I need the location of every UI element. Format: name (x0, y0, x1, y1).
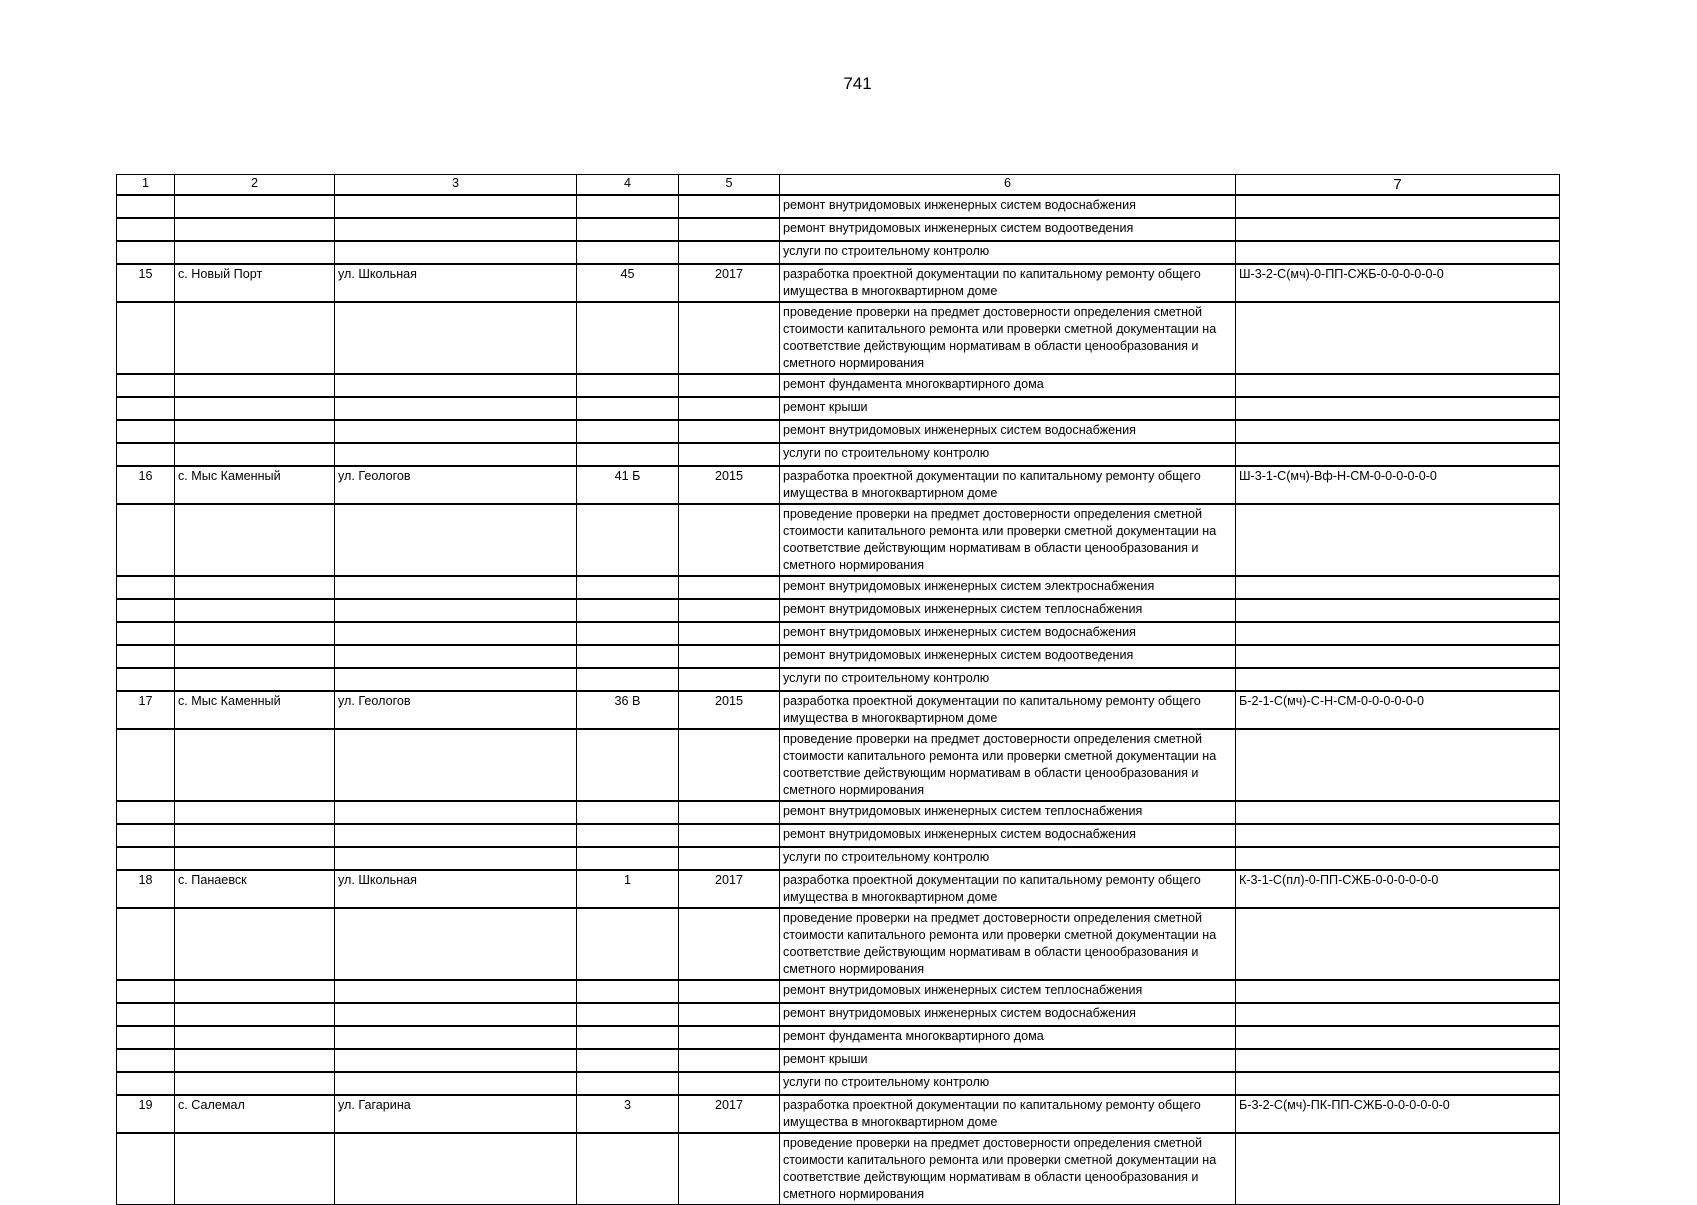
building-code-cell (1236, 668, 1560, 691)
row-number (117, 576, 175, 599)
year-cell (679, 218, 780, 241)
settlement-cell (175, 1133, 335, 1205)
house-number-cell (577, 241, 679, 264)
settlement-cell: с. Новый Порт (175, 264, 335, 302)
settlement-cell (175, 1049, 335, 1072)
settlement-cell (175, 443, 335, 466)
row-number (117, 729, 175, 801)
work-type-cell: услуги по строительному контролю (780, 443, 1236, 466)
table-row (117, 980, 1560, 1003)
house-number-cell (577, 1133, 679, 1205)
table-row (117, 1049, 1560, 1072)
house-number-cell (577, 397, 679, 420)
work-type-cell: ремонт внутридомовых инженерных систем водоснабжения (780, 195, 1236, 218)
settlement-cell: с. Панаевск (175, 870, 335, 908)
street-cell (335, 1072, 577, 1095)
street-cell (335, 1049, 577, 1072)
page-number: 741 (843, 74, 872, 93)
settlement-cell (175, 645, 335, 668)
row-number (117, 801, 175, 824)
year-cell (679, 801, 780, 824)
house-number-cell (577, 908, 679, 980)
settlement-cell: с. Мыс Каменный (175, 466, 335, 504)
street-cell (335, 302, 577, 374)
year-cell (679, 302, 780, 374)
street-cell (335, 576, 577, 599)
table-row (117, 264, 1560, 302)
table-row (117, 1133, 1560, 1205)
year-cell (679, 599, 780, 622)
table-row (117, 645, 1560, 668)
row-number (117, 1003, 175, 1026)
building-code-cell (1236, 980, 1560, 1003)
year-cell (679, 374, 780, 397)
building-code-cell (1236, 1049, 1560, 1072)
settlement-cell (175, 729, 335, 801)
table-row (117, 1026, 1560, 1049)
row-number (117, 241, 175, 264)
house-number-cell (577, 374, 679, 397)
building-code-cell (1236, 729, 1560, 801)
building-code-cell (1236, 1072, 1560, 1095)
row-number (117, 980, 175, 1003)
year-cell (679, 1049, 780, 1072)
row-number: 18 (117, 870, 175, 908)
year-cell: 2017 (679, 264, 780, 302)
street-cell (335, 1026, 577, 1049)
table-row (117, 847, 1560, 870)
street-cell: ул. Геологов (335, 691, 577, 729)
settlement-cell (175, 420, 335, 443)
building-code-cell (1236, 1026, 1560, 1049)
work-type-cell: ремонт внутридомовых инженерных систем водоотведения (780, 645, 1236, 668)
building-code-cell (1236, 1003, 1560, 1026)
work-type-cell: проведение проверки на предмет достоверности определения сметной стоимости капитального ремонта или проверки сметной документации на соответствие действующим нормативам в области ценообразования и сметного нормирования (780, 302, 1236, 374)
settlement-cell: с. Мыс Каменный (175, 691, 335, 729)
settlement-cell (175, 1026, 335, 1049)
table-row (117, 908, 1560, 980)
settlement-cell (175, 668, 335, 691)
table-row (117, 241, 1560, 264)
table-row (117, 668, 1560, 691)
settlement-cell (175, 397, 335, 420)
house-number-cell: 36 В (577, 691, 679, 729)
building-code-cell: К-3-1-С(пл)-0-ПП-СЖБ-0-0-0-0-0-0 (1236, 870, 1560, 908)
year-cell (679, 195, 780, 218)
building-code-cell (1236, 420, 1560, 443)
table-row (117, 622, 1560, 645)
work-type-cell: разработка проектной документации по капитальному ремонту общего имущества в многоквартирном доме (780, 466, 1236, 504)
work-type-cell: ремонт крыши (780, 1049, 1236, 1072)
column-header-4: 4 (577, 175, 679, 196)
row-number (117, 195, 175, 218)
building-code-cell: Ш-3-1-С(мч)-Вф-Н-СМ-0-0-0-0-0-0 (1236, 466, 1560, 504)
year-cell (679, 668, 780, 691)
year-cell (679, 576, 780, 599)
work-type-cell: ремонт внутридомовых инженерных систем теплоснабжения (780, 599, 1236, 622)
house-number-cell (577, 824, 679, 847)
house-number-cell (577, 801, 679, 824)
table-row (117, 1072, 1560, 1095)
row-number (117, 824, 175, 847)
house-number-cell (577, 576, 679, 599)
street-cell (335, 374, 577, 397)
settlement-cell (175, 599, 335, 622)
street-cell: ул. Школьная (335, 870, 577, 908)
house-number-cell (577, 443, 679, 466)
year-cell (679, 1072, 780, 1095)
street-cell (335, 729, 577, 801)
building-code-cell (1236, 302, 1560, 374)
row-number (117, 1026, 175, 1049)
street-cell (335, 824, 577, 847)
street-cell (335, 599, 577, 622)
table-row (117, 420, 1560, 443)
street-cell (335, 668, 577, 691)
street-cell: ул. Гагарина (335, 1095, 577, 1133)
building-code-cell (1236, 622, 1560, 645)
work-type-cell: разработка проектной документации по капитальному ремонту общего имущества в многоквартирном доме (780, 1095, 1236, 1133)
year-cell: 2017 (679, 870, 780, 908)
row-number (117, 668, 175, 691)
table-row (117, 195, 1560, 218)
building-code-cell (1236, 374, 1560, 397)
house-number-cell: 1 (577, 870, 679, 908)
building-code-cell (1236, 1133, 1560, 1205)
row-number (117, 397, 175, 420)
work-type-cell: проведение проверки на предмет достоверности определения сметной стоимости капитального ремонта или проверки сметной документации на соответствие действующим нормативам в области ценообразования и сметного нормирования (780, 1133, 1236, 1205)
settlement-cell (175, 1003, 335, 1026)
house-number-cell (577, 668, 679, 691)
row-number: 17 (117, 691, 175, 729)
building-code-cell (1236, 645, 1560, 668)
work-type-cell: услуги по строительному контролю (780, 241, 1236, 264)
street-cell (335, 1003, 577, 1026)
row-number (117, 1049, 175, 1072)
work-type-cell: ремонт внутридомовых инженерных систем электроснабжения (780, 576, 1236, 599)
settlement-cell (175, 622, 335, 645)
street-cell (335, 622, 577, 645)
table-row (117, 466, 1560, 504)
building-code-cell (1236, 599, 1560, 622)
work-type-cell: ремонт внутридомовых инженерных систем водоснабжения (780, 622, 1236, 645)
year-cell (679, 645, 780, 668)
row-number (117, 443, 175, 466)
column-header-3: 3 (335, 175, 577, 196)
street-cell (335, 908, 577, 980)
work-type-cell: ремонт фундамента многоквартирного дома (780, 374, 1236, 397)
year-cell: 2017 (679, 1095, 780, 1133)
house-number-cell (577, 645, 679, 668)
house-number-cell: 45 (577, 264, 679, 302)
row-number (117, 908, 175, 980)
year-cell (679, 980, 780, 1003)
house-number-cell (577, 847, 679, 870)
work-type-cell: проведение проверки на предмет достоверности определения сметной стоимости капитального ремонта или проверки сметной документации на соответствие действующим нормативам в области ценообразования и сметного нормирования (780, 908, 1236, 980)
street-cell (335, 443, 577, 466)
street-cell (335, 504, 577, 576)
building-code-cell (1236, 824, 1560, 847)
house-number-cell (577, 1049, 679, 1072)
year-cell (679, 1026, 780, 1049)
table-row (117, 1095, 1560, 1133)
table-row (117, 824, 1560, 847)
work-type-cell: проведение проверки на предмет достоверности определения сметной стоимости капитального ремонта или проверки сметной документации на соответствие действующим нормативам в области ценообразования и сметного нормирования (780, 729, 1236, 801)
building-code-cell (1236, 576, 1560, 599)
settlement-cell (175, 576, 335, 599)
house-number-cell (577, 195, 679, 218)
building-code-cell: Ш-3-2-С(мч)-0-ПП-СЖБ-0-0-0-0-0-0 (1236, 264, 1560, 302)
work-type-cell: услуги по строительному контролю (780, 847, 1236, 870)
street-cell (335, 847, 577, 870)
row-number (117, 1133, 175, 1205)
work-type-cell: ремонт внутридомовых инженерных систем теплоснабжения (780, 801, 1236, 824)
building-code-cell: Б-2-1-С(мч)-С-Н-СМ-0-0-0-0-0-0 (1236, 691, 1560, 729)
house-number-cell (577, 599, 679, 622)
settlement-cell (175, 824, 335, 847)
year-cell (679, 397, 780, 420)
street-cell (335, 195, 577, 218)
street-cell (335, 218, 577, 241)
house-number-cell (577, 504, 679, 576)
settlement-cell: с. Салемал (175, 1095, 335, 1133)
table-row (117, 302, 1560, 374)
house-number-cell: 3 (577, 1095, 679, 1133)
settlement-cell (175, 195, 335, 218)
row-number: 16 (117, 466, 175, 504)
street-cell (335, 397, 577, 420)
settlement-cell (175, 504, 335, 576)
year-cell (679, 824, 780, 847)
building-code-cell (1236, 195, 1560, 218)
year-cell (679, 622, 780, 645)
year-cell (679, 729, 780, 801)
column-header-1: 1 (117, 175, 175, 196)
building-code-cell (1236, 908, 1560, 980)
building-code-cell (1236, 241, 1560, 264)
table-row (117, 729, 1560, 801)
building-code-cell (1236, 504, 1560, 576)
street-cell (335, 1133, 577, 1205)
work-type-cell: услуги по строительному контролю (780, 1072, 1236, 1095)
year-cell: 2015 (679, 691, 780, 729)
column-header-6: 6 (780, 175, 1236, 196)
house-number-cell (577, 1026, 679, 1049)
table-row (117, 397, 1560, 420)
settlement-cell (175, 302, 335, 374)
house-number-cell (577, 1003, 679, 1026)
building-code-cell (1236, 397, 1560, 420)
row-number: 15 (117, 264, 175, 302)
building-code-cell (1236, 801, 1560, 824)
table-row (117, 443, 1560, 466)
table-row (117, 1003, 1560, 1026)
street-cell (335, 801, 577, 824)
settlement-cell (175, 1072, 335, 1095)
year-cell (679, 420, 780, 443)
row-number (117, 1072, 175, 1095)
building-code-cell (1236, 218, 1560, 241)
street-cell (335, 241, 577, 264)
work-type-cell: ремонт внутридомовых инженерных систем водоотведения (780, 218, 1236, 241)
work-type-cell: разработка проектной документации по капитальному ремонту общего имущества в многоквартирном доме (780, 264, 1236, 302)
year-cell (679, 1133, 780, 1205)
row-number (117, 645, 175, 668)
year-cell (679, 241, 780, 264)
year-cell (679, 908, 780, 980)
work-type-cell: ремонт внутридомовых инженерных систем водоснабжения (780, 1003, 1236, 1026)
table-row (117, 599, 1560, 622)
settlement-cell (175, 847, 335, 870)
building-code-cell (1236, 847, 1560, 870)
row-number (117, 504, 175, 576)
work-type-cell: ремонт внутридомовых инженерных систем водоснабжения (780, 420, 1236, 443)
settlement-cell (175, 908, 335, 980)
table-row (117, 504, 1560, 576)
row-number (117, 599, 175, 622)
house-number-cell (577, 302, 679, 374)
work-type-cell: ремонт внутридомовых инженерных систем водоснабжения (780, 824, 1236, 847)
table-row (117, 218, 1560, 241)
building-code-cell (1236, 443, 1560, 466)
settlement-cell (175, 218, 335, 241)
settlement-cell (175, 241, 335, 264)
house-number-cell (577, 218, 679, 241)
year-cell (679, 847, 780, 870)
row-number (117, 420, 175, 443)
column-header-5: 5 (679, 175, 780, 196)
work-type-cell: ремонт внутридомовых инженерных систем теплоснабжения (780, 980, 1236, 1003)
row-number (117, 302, 175, 374)
year-cell: 2015 (679, 466, 780, 504)
street-cell: ул. Геологов (335, 466, 577, 504)
house-number-cell: 41 Б (577, 466, 679, 504)
year-cell (679, 443, 780, 466)
row-number (117, 374, 175, 397)
settlement-cell (175, 801, 335, 824)
table-row (117, 691, 1560, 729)
work-type-cell: ремонт крыши (780, 397, 1236, 420)
column-header-2: 2 (175, 175, 335, 196)
table-body (117, 195, 1560, 1205)
year-cell (679, 1003, 780, 1026)
house-number-cell (577, 729, 679, 801)
row-number: 19 (117, 1095, 175, 1133)
building-code-cell: Б-3-2-С(мч)-ПК-ПП-СЖБ-0-0-0-0-0-0 (1236, 1095, 1560, 1133)
works-table (116, 174, 1560, 1205)
table-row (117, 576, 1560, 599)
row-number (117, 622, 175, 645)
table-row (117, 870, 1560, 908)
year-cell (679, 504, 780, 576)
settlement-cell (175, 980, 335, 1003)
house-number-cell (577, 980, 679, 1003)
house-number-cell (577, 420, 679, 443)
work-type-cell: проведение проверки на предмет достоверности определения сметной стоимости капитального ремонта или проверки сметной документации на соответствие действующим нормативам в области ценообразования и сметного нормирования (780, 504, 1236, 576)
table-row (117, 374, 1560, 397)
street-cell (335, 645, 577, 668)
work-type-cell: разработка проектной документации по капитальному ремонту общего имущества в многоквартирном доме (780, 691, 1236, 729)
table-row (117, 801, 1560, 824)
work-type-cell: услуги по строительному контролю (780, 668, 1236, 691)
street-cell (335, 980, 577, 1003)
house-number-cell (577, 622, 679, 645)
work-type-cell: ремонт фундамента многоквартирного дома (780, 1026, 1236, 1049)
work-type-cell: разработка проектной документации по капитальному ремонту общего имущества в многоквартирном доме (780, 870, 1236, 908)
house-number-cell (577, 1072, 679, 1095)
header-row (117, 175, 1560, 196)
row-number (117, 218, 175, 241)
settlement-cell (175, 374, 335, 397)
row-number (117, 847, 175, 870)
street-cell: ул. Школьная (335, 264, 577, 302)
street-cell (335, 420, 577, 443)
column-header-7: 7 (1236, 175, 1560, 196)
